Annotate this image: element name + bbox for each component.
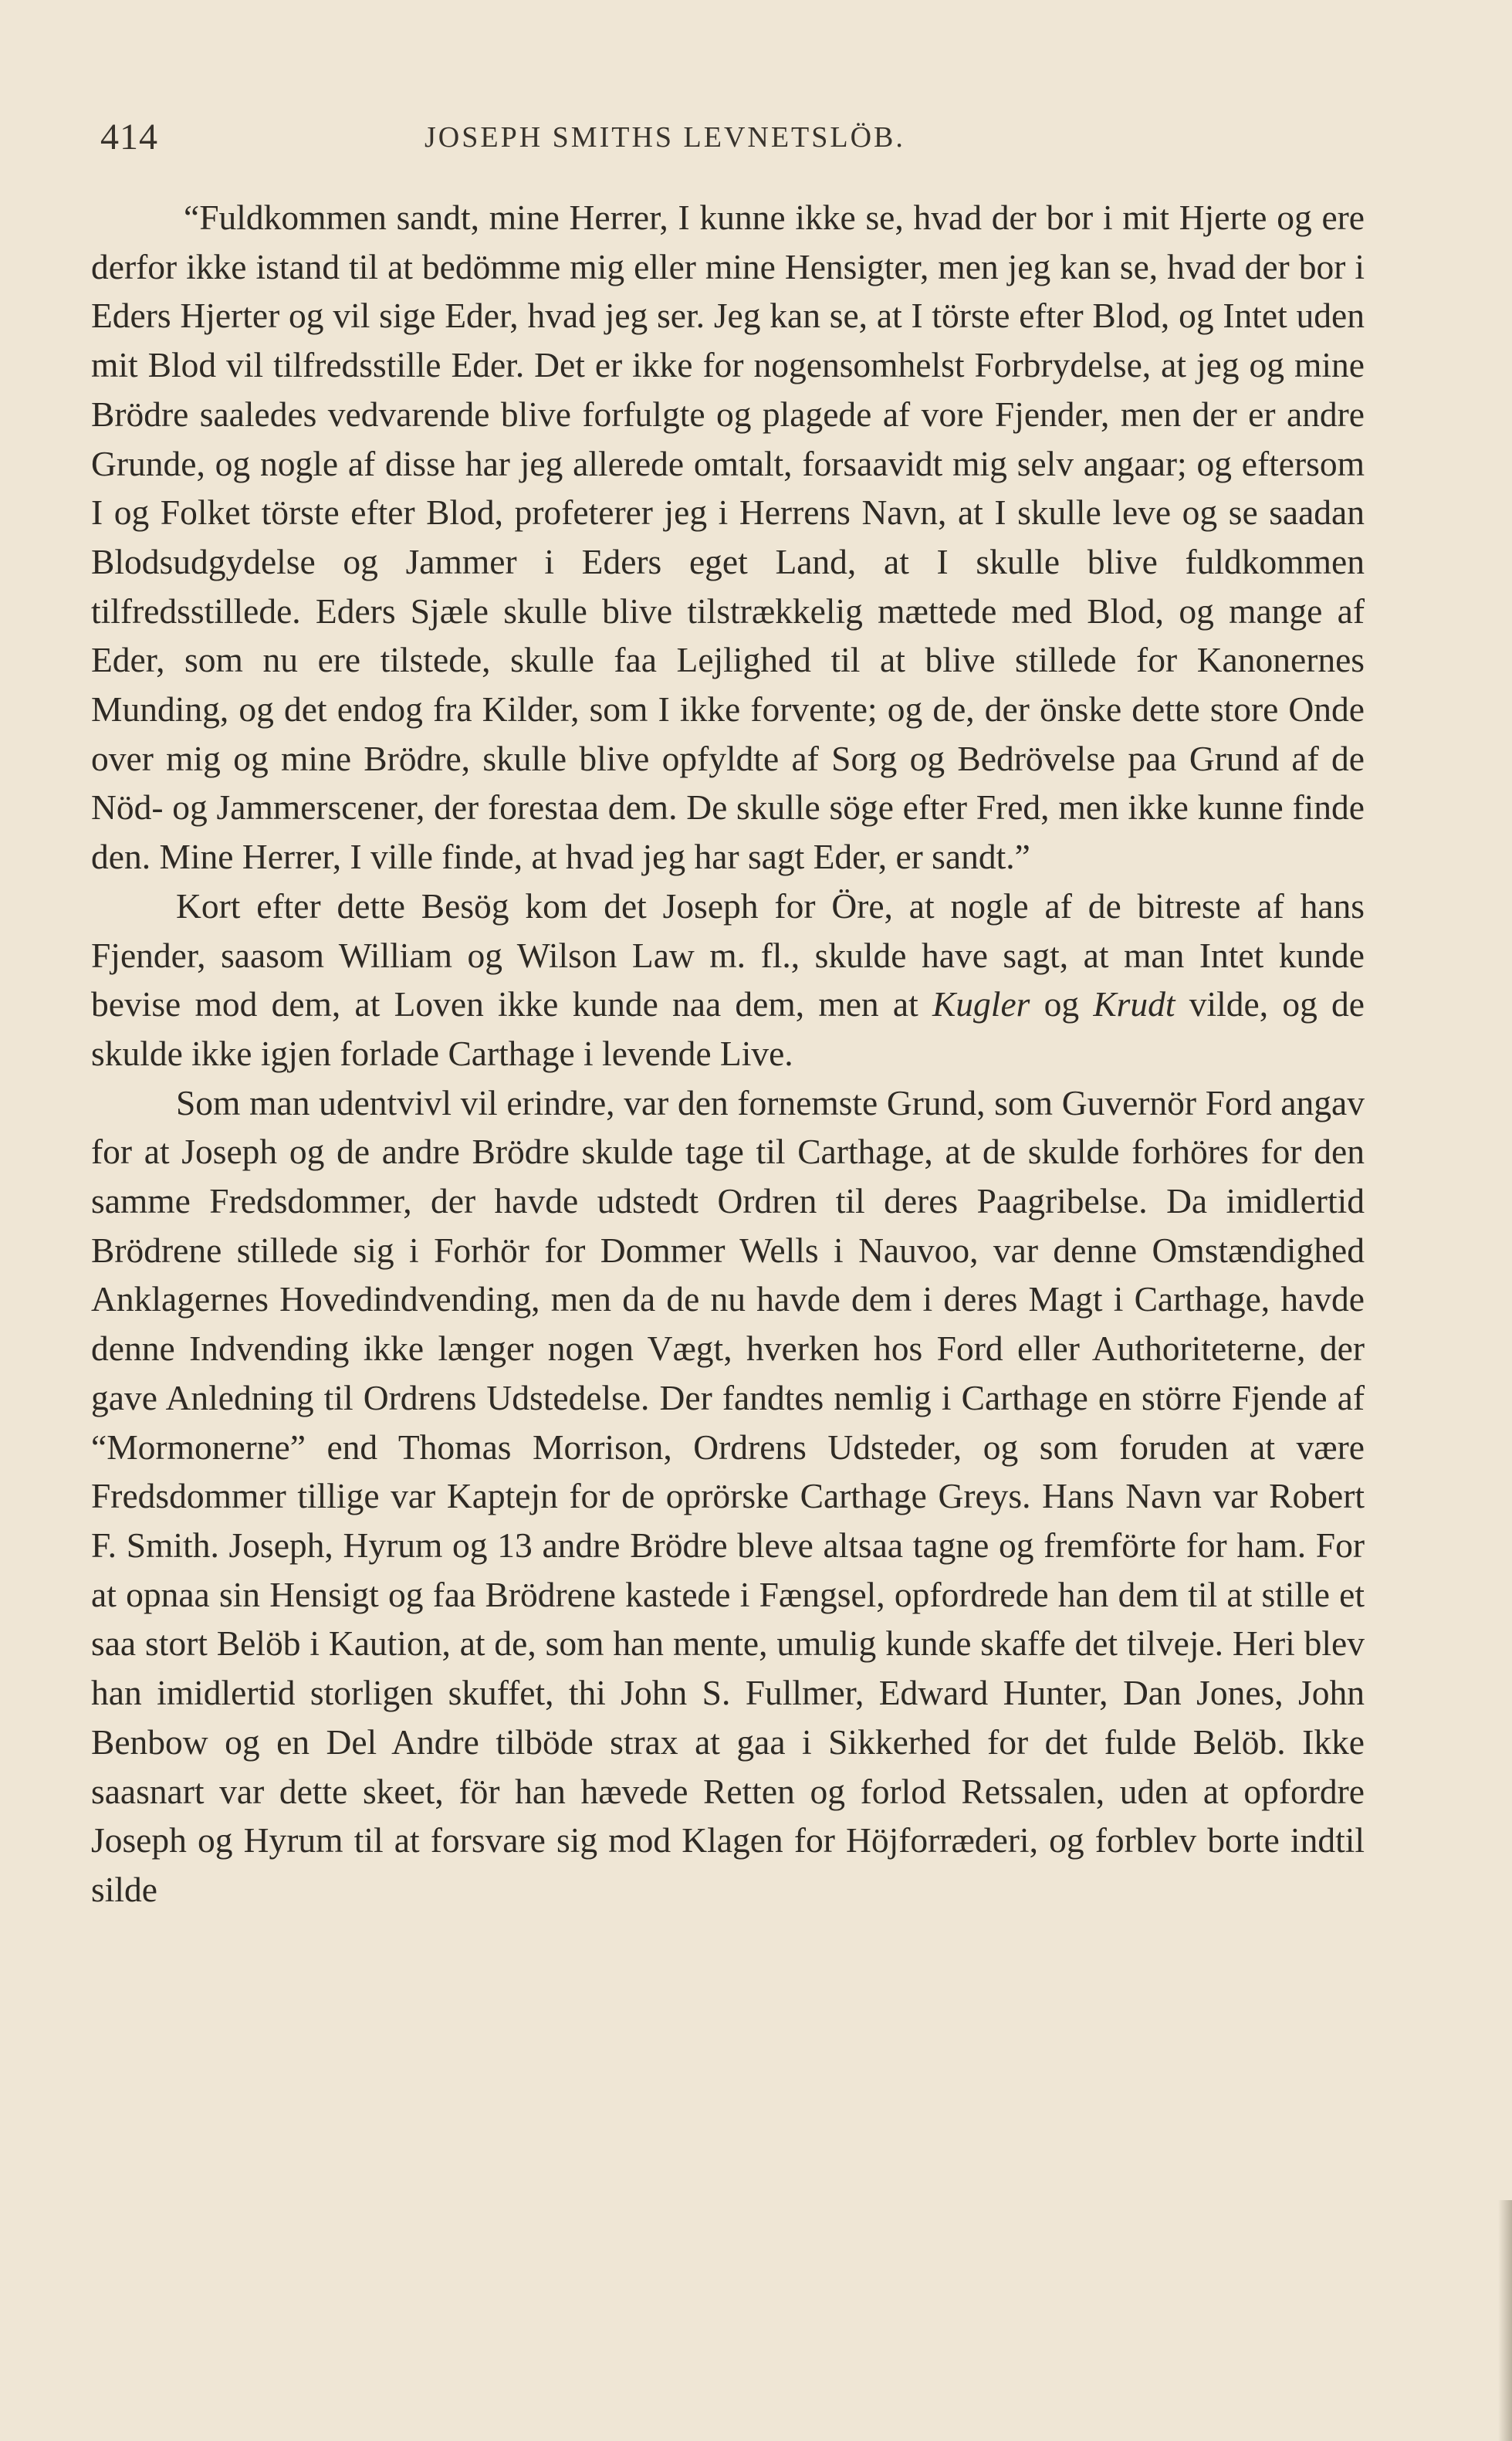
page-edge-shadow <box>1498 2200 1512 2441</box>
running-title: JOSEPH SMITHS LEVNETSLÖB. <box>425 121 905 154</box>
italic-word-krudt: Krudt <box>1093 984 1175 1024</box>
paragraph-visit <box>91 882 1365 1078</box>
text-run: “Fuldkommen sandt, mine Herrer, I kunne ikke se, hvad der bor i mit Hjerte og ere derfor ikke istand til at bedömme mig eller mine Hensigter, men jeg kan se, hvad der bor i Eders Hjerter og vil sige Eder, hvad jeg ser. Jeg kan se, at I törste efter Blod, og Intet uden mit Blod vil tilfredsstille Eder. Det er ikke for nogensomhelst Forbrydelse, at jeg og mine Brödre saaledes vedvarende blive forfulgte og plagede af vore Fjender, men der er andre Grunde, og nogle af disse har jeg allerede omtalt, forsaavidt mig selv angaar; og eftersom I og Folket törste efter Blod, profeterer jeg i Herrens Navn, at I skulle leve og se saadan Blodsudgydelse og Jammer i Eders eget Land, at I skulle blive fuldkommen tilfredsstillede. Eders Sjæle skulle blive tilstrækkelig mættede med Blod, og mange af Eder, som nu ere tilstede, skulle faa Lejlighed til at blive stillede for Kanonernes Munding, og det endog fra Kilder, som I ikke forvente; og de, der önske dette store Onde over mig og mine Brödre, skulle blive opfyldte af Sorg og Bedrövelse paa Grund af de Nöd- og Jammerscener, der forestaa dem. De skulle söge efter Fred, men ikke kunne finde den. Mine Herrer, I ville finde, at hvad jeg har sagt Eder, er sandt.” <box>91 198 1365 877</box>
paragraph-hearing <box>91 1078 1365 1915</box>
page-number: 414 <box>100 117 158 157</box>
text-run: vilde, og de skulde ikke igjen forlade Carthage i levende Live. <box>91 984 1365 1073</box>
italic-word-kugler: Kugler <box>932 984 1030 1024</box>
page-header <box>93 116 1374 170</box>
text-run: Som man udentvivl vil erindre, var den fornemste Grund, som Guvernör Ford angav for at Joseph og de andre Brödre skulde tage til Carthage, at de skulde forhöres for den samme Fredsdommer, der havde udstedt Ordren til deres Paagribelse. Da imidlertid Brödrene stillede sig i Forhör for Dommer Wells i Nauvoo, var denne Omstændighed Anklagernes Hovedindvending, men da de nu havde dem i deres Magt i Carthage, havde denne Indvending ikke længer nogen Vægt, hverken hos Ford eller Authoriteterne, der gave Anledning til Ordrens Udstedelse. Der fandtes nemlig i Carthage en större Fjende af “Mormonerne” end Thomas Morrison, Ordrens Udsteder, og som foruden at være Fredsdommer tillige var Kaptejn for de oprörske Carthage Greys. Hans Navn var Robert F. Smith. Joseph, Hyrum og 13 andre Brödre bleve altsaa tagne og fremförte for ham. For at opnaa sin Hensigt og faa Brödrene kastede i Fængsel, opfordrede han dem til at stille et saa stort Belöb i Kaution, at de, som han mente, umulig kunde skaffe det tilveje. Heri blev han imidlertid storligen skuffet, thi John S. Fullmer, Edward Hunter, Dan Jones, John Benbow og en Del Andre tilböde strax at gaa i Sikkerhed for det fulde Belöb. Ikke saasnart var dette skeet, för han hævede Retten og forlod Retssalen, uden at opfordre Joseph og Hyrum til at forsvare sig mod Klagen for Höjforræderi, og forblev borte indtil silde <box>91 1082 1365 1909</box>
text-run: Kort efter dette Besög kom det Joseph for Öre, at nogle af de bitreste af hans Fjender, saasom William og Wilson Law m. fl., skulde have sagt, at man Intet kunde bevise mod dem, at Loven ikke kunde naa dem, men at <box>91 885 1365 1024</box>
body-text <box>91 193 1365 1915</box>
paragraph-quote <box>91 193 1365 882</box>
text-run: og <box>1030 984 1094 1024</box>
